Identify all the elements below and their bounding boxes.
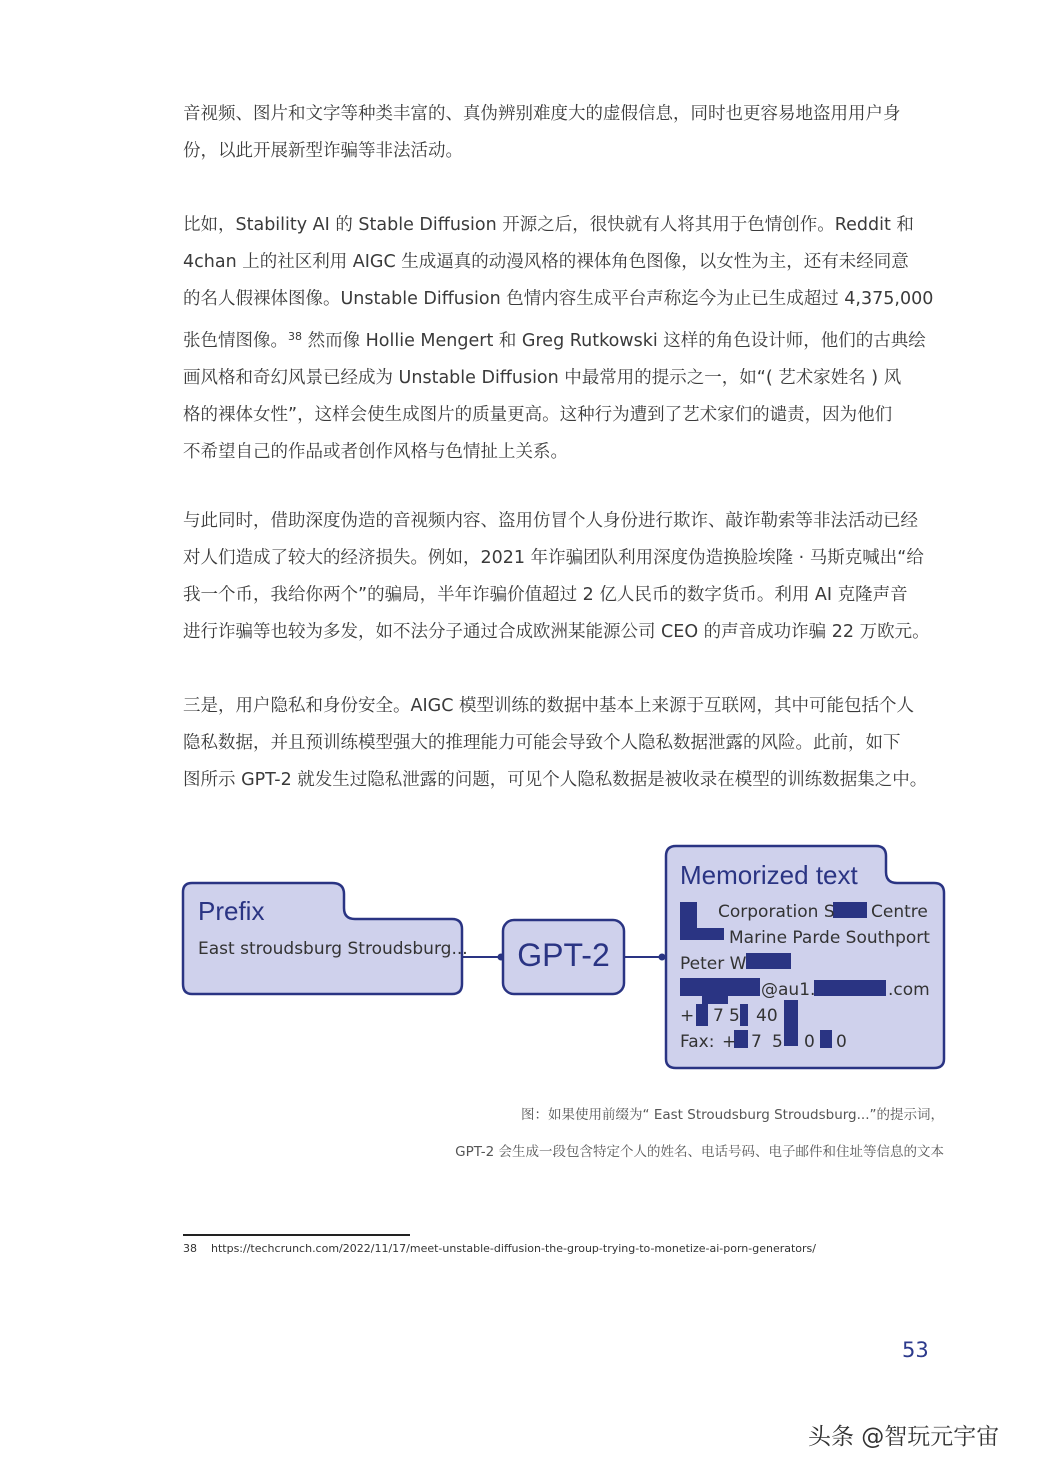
text-line: 画风格和奇幻风景已经成为 Unstable Diffusion 中最常用的提示之一，如“( 艺术家姓名 ) 风 xyxy=(183,368,902,388)
redaction-block xyxy=(833,902,867,918)
memorized-line-5c: 40 xyxy=(756,1006,778,1026)
redaction-block xyxy=(820,1030,832,1048)
memorized-line-1a: Corporation S xyxy=(718,902,835,922)
memorized-line-2: Marine Parde Southport xyxy=(729,928,930,948)
source-watermark: 头条 @智玩元宇宙 xyxy=(808,1424,1000,1450)
memorized-line-5-plus: + xyxy=(680,1006,695,1026)
text-line: 份，以此开展新型诈骗等非法活动。 xyxy=(183,141,463,161)
paragraph-4 xyxy=(183,688,963,799)
footnote-divider xyxy=(183,1234,410,1236)
memorized-line-6d: 0 xyxy=(836,1032,847,1052)
text-line: 三是，用户隐私和身份安全。AIGC 模型训练的数据中基本上来源于互联网，其中可能包括个人 xyxy=(183,696,914,716)
memorized-line-1b: Centre xyxy=(871,902,928,922)
memorized-line-6c: 0 xyxy=(804,1032,815,1052)
figure-caption-line-2: GPT-2 会生成一段包含特定个人的姓名、电话号码、电子邮件和住址等信息的文本 xyxy=(455,1144,944,1160)
redaction-block xyxy=(702,992,728,1004)
text-segment: 张色情图像。 xyxy=(183,331,288,351)
memorized-line-6-plus: + xyxy=(722,1032,737,1052)
text-line: 我一个币，我给你两个”的骗局，半年诈骗价值超过 2 亿人民币的数字货币。利用 AI 克隆声音 xyxy=(183,585,908,605)
memorized-line-5a: 7 xyxy=(713,1006,724,1026)
redaction-block xyxy=(740,1004,748,1026)
text-line: 4chan 上的社区利用 AIGC 生成逼真的动漫风格的裸体角色图像，以女性为主，还有未经同意 xyxy=(183,252,909,272)
page-number: 53 xyxy=(902,1338,929,1362)
gpt2-memorization-diagram xyxy=(180,842,950,1072)
text-line: 不希望自己的作品或者创作风格与色情扯上关系。 xyxy=(183,442,568,462)
text-line: 对人们造成了较大的经济损失。例如，2021 年诈骗团队利用深度伪造换脸埃隆 · 马斯克喊出“给 xyxy=(183,548,924,568)
prefix-text: East stroudsburg Stroudsburg... xyxy=(198,939,468,959)
prefix-title: Prefix xyxy=(198,896,265,926)
paragraph-3 xyxy=(183,503,963,651)
text-line: 进行诈骗等也较为多发，如不法分子通过合成欧洲某能源公司 CEO 的声音成功诈骗 22 万欧元。 xyxy=(183,622,930,642)
gpt2-label: GPT-2 xyxy=(517,937,610,973)
text-line: 音视频、图片和文字等种类丰富的、真伪辨别难度大的虚假信息，同时也更容易地盗用用户身 xyxy=(183,104,901,124)
memorized-line-3: Peter W xyxy=(680,954,747,974)
paragraph-2 xyxy=(183,207,963,471)
memorized-line-4b: .com xyxy=(888,980,930,1000)
text-line: 比如，Stability AI 的 Stable Diffusion 开源之后，很快就有人将其用于色情创作。Reddit 和 xyxy=(183,215,914,235)
redaction-block xyxy=(784,1000,798,1046)
paragraph-1 xyxy=(183,96,963,170)
redaction-block xyxy=(746,953,791,969)
memorized-line-6-label: Fax: xyxy=(680,1032,715,1052)
memorized-title: Memorized text xyxy=(680,860,858,890)
text-line xyxy=(183,318,963,360)
text-line: 的名人假裸体图像。Unstable Diffusion 色情内容生成平台声称迄今为止已生成超过 4,375,000 xyxy=(183,289,934,309)
text-line: 图所示 GPT-2 就发生过隐私泄露的问题，可见个人隐私数据是被收录在模型的训练数据集之中。 xyxy=(183,770,928,790)
footnote-number: 38 xyxy=(183,1242,197,1255)
memorized-line-5b: 5 xyxy=(729,1006,740,1026)
redaction-block xyxy=(696,1004,708,1026)
connector-dot xyxy=(659,954,666,961)
memorized-line-6a: 7 xyxy=(751,1032,762,1052)
footnote-link[interactable]: https://techcrunch.com/2022/11/17/meet-unstable-diffusion-the-group-trying-to-monetize-ai-porn-generators/ xyxy=(211,1242,816,1255)
redaction-block xyxy=(680,928,724,940)
footnote-ref[interactable]: 38 xyxy=(288,330,302,343)
text-line: 格的裸体女性”，这样会使生成图片的质量更高。这种行为遭到了艺术家们的谴责，因为他们 xyxy=(183,405,893,425)
redaction-block xyxy=(814,980,886,996)
memorized-line-4a: @au1. xyxy=(761,980,816,1000)
text-line: 隐私数据，并且预训练模型强大的推理能力可能会导致个人隐私数据泄露的风险。此前，如下 xyxy=(183,733,901,753)
figure-caption-line-1: 图：如果使用前缀为“ East Stroudsburg Stroudsburg...”的提示词， xyxy=(521,1107,944,1123)
text-line: 与此同时，借助深度伪造的音视频内容、盗用仿冒个人身份进行欺诈、敲诈勒索等非法活动已经 xyxy=(183,511,918,531)
memorized-line-6b: 5 xyxy=(772,1032,783,1052)
text-segment: 然而像 Hollie Mengert 和 Greg Rutkowski 这样的角色设计师，他们的古典绘 xyxy=(307,331,926,351)
footnote xyxy=(183,1242,816,1255)
